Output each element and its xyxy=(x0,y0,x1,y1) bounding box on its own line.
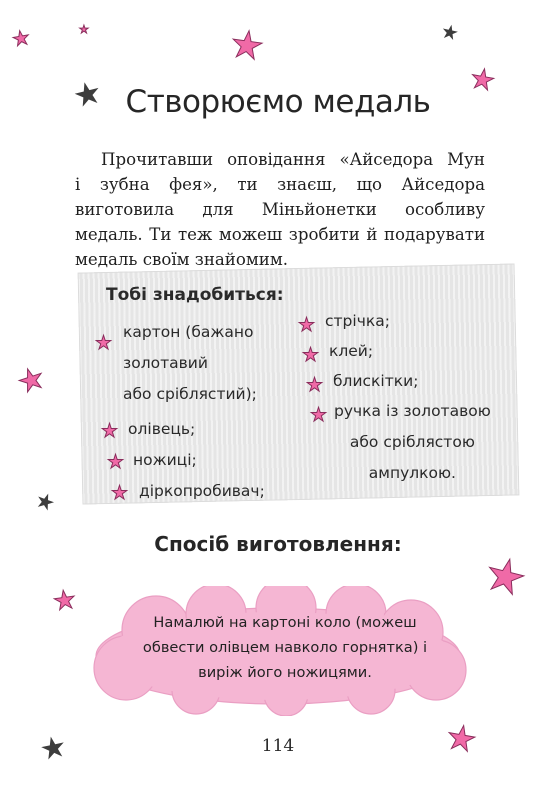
supply-item: блискітки; xyxy=(333,372,419,390)
star-icon: ★ xyxy=(13,359,50,402)
star-bullet-icon: ★ xyxy=(306,374,324,396)
supply-item: діркопробивач; xyxy=(139,482,265,500)
star-icon: ★ xyxy=(51,584,79,618)
supplies-heading: Тобі знадобиться: xyxy=(106,285,284,305)
star-bullet-icon: ★ xyxy=(107,451,125,473)
supply-item: ручка із золотавою або сріблястою ампулкою. xyxy=(334,402,491,482)
supply-item: картон (бажано золотавий або сріблястий); xyxy=(123,323,257,403)
star-icon: ★ xyxy=(438,18,462,46)
star-bullet-icon: ★ xyxy=(95,332,113,354)
supply-item: олівець; xyxy=(128,420,196,438)
star-icon: ★ xyxy=(31,487,59,518)
intro-rest: і зубна фея», ти знаєш, що Айседора виготовила для Міньйонетки особливу медаль. Ти теж можеш зробити й подарувати медаль своїм знайомим. xyxy=(75,175,485,269)
star-icon: ★ xyxy=(442,716,480,762)
intro-first-line: Прочитавши оповідання «Айседора Мун xyxy=(101,150,485,169)
star-bullet-icon: ★ xyxy=(101,420,119,442)
star-icon: ★ xyxy=(227,20,267,70)
star-bullet-icon: ★ xyxy=(298,314,316,336)
star-icon: ★ xyxy=(479,544,533,608)
star-bullet-icon: ★ xyxy=(310,404,328,426)
supply-item: клей; xyxy=(329,342,374,360)
star-icon: ★ xyxy=(68,72,106,116)
page-number: 114 xyxy=(261,736,295,756)
method-step-text: Намалюй на картоні коло (можеш обвести олівцем навколо горнятка) і виріж його ножицями. xyxy=(142,614,428,681)
intro-paragraph xyxy=(75,147,485,272)
star-icon: ★ xyxy=(467,61,498,98)
star-icon: ★ xyxy=(10,24,32,52)
star-bullet-icon: ★ xyxy=(111,482,129,504)
supply-item: ножиці; xyxy=(133,451,197,469)
page-title: Створюємо медаль xyxy=(125,84,431,120)
star-icon: ★ xyxy=(36,728,71,769)
star-bullet-icon: ★ xyxy=(302,344,320,366)
supply-item: стрічка; xyxy=(325,312,390,330)
star-icon: ★ xyxy=(79,23,89,36)
method-heading: Спосіб виготовлення: xyxy=(154,532,402,556)
